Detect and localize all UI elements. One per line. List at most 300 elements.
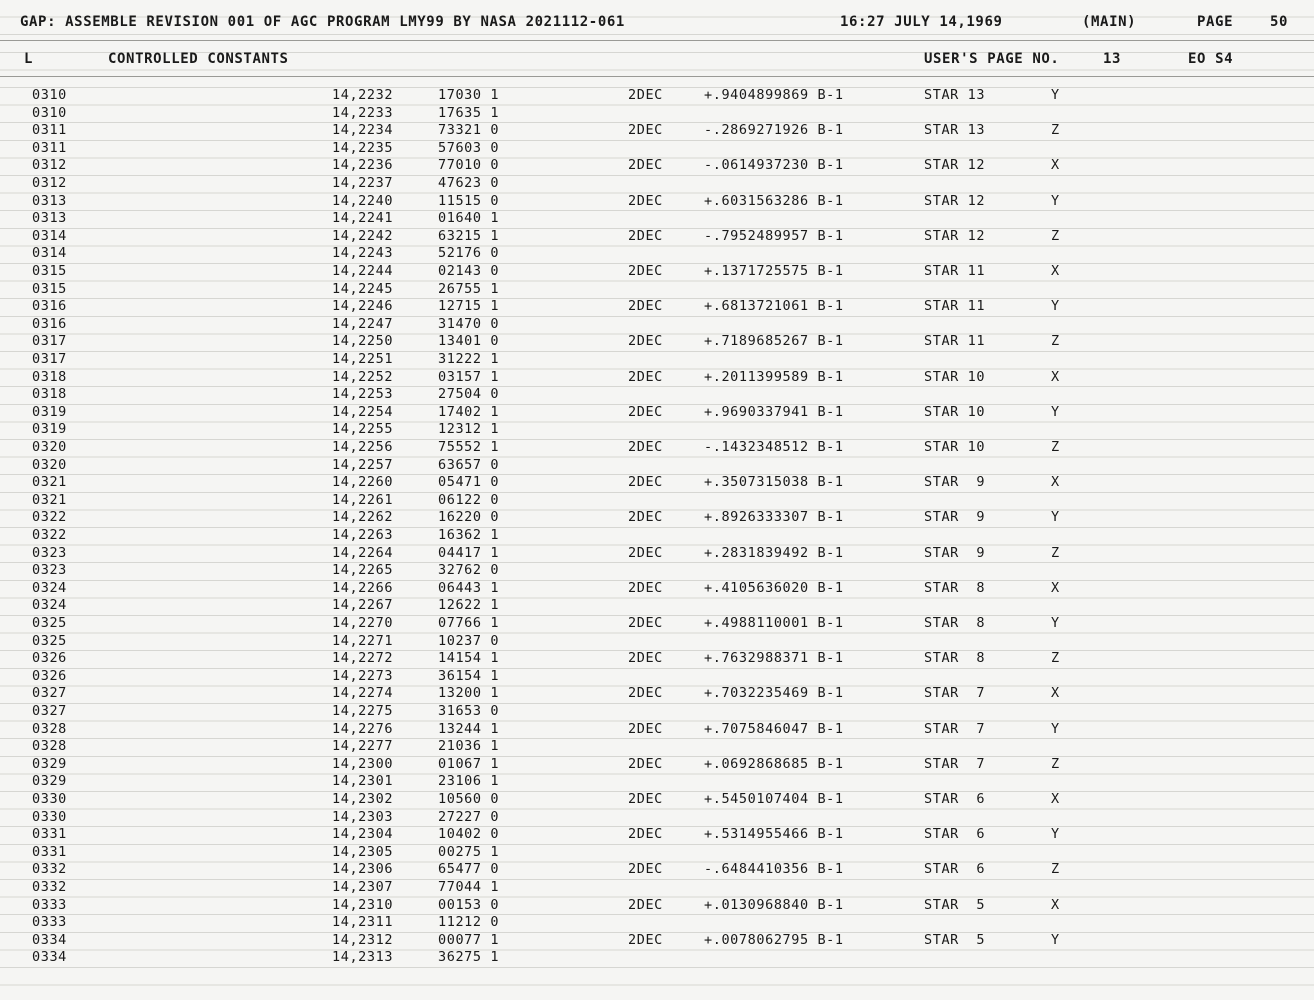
address: 14,2234 (332, 122, 394, 139)
address: 14,2243 (332, 245, 394, 262)
page-label: PAGE (1197, 14, 1234, 30)
address: 14,2247 (332, 315, 394, 332)
listing-row (0, 844, 1314, 862)
octal-word: 65477 0 (438, 861, 500, 878)
address: 14,2253 (332, 386, 394, 403)
address: 14,2312 (332, 931, 394, 948)
opcode: 2DEC (628, 298, 663, 315)
listing-line-number: 0328 (32, 738, 67, 755)
address: 14,2304 (332, 826, 394, 843)
address: 14,2275 (332, 703, 394, 719)
octal-word: 13200 1 (438, 685, 500, 702)
listing-line-number: 0334 (32, 949, 67, 966)
constant-value: +.0692868685 B-1 (704, 755, 844, 772)
listing-line-number: 0331 (32, 826, 67, 843)
constant-value: +.7189685267 B-1 (704, 333, 844, 350)
star-name: STAR 6 (924, 791, 986, 807)
listing-line-number: 0313 (32, 210, 67, 227)
axis-label: Y (1051, 931, 1060, 948)
address: 14,2272 (332, 650, 394, 667)
star-name: STAR 13 (924, 122, 986, 139)
listing-line-number: 0314 (32, 227, 67, 244)
address: 14,2264 (332, 544, 394, 561)
listing-line-number: 0323 (32, 544, 67, 561)
opcode: 2DEC (628, 157, 663, 174)
address: 14,2260 (332, 474, 394, 491)
listing-row (0, 914, 1314, 932)
address: 14,2251 (332, 351, 394, 367)
octal-word: 77044 1 (438, 879, 500, 895)
octal-word: 13401 0 (438, 333, 500, 350)
address: 14,2245 (332, 280, 394, 297)
listing-row (0, 527, 1314, 545)
octal-word: 21036 1 (438, 738, 500, 755)
axis-label: X (1051, 368, 1060, 385)
address: 14,2273 (332, 667, 394, 684)
constant-value: +.5450107404 B-1 (704, 791, 844, 807)
axis-label: X (1051, 791, 1060, 807)
octal-word: 00275 1 (438, 843, 500, 860)
octal-word: 06443 1 (438, 579, 500, 596)
address: 14,2270 (332, 615, 394, 631)
address: 14,2236 (332, 157, 394, 174)
address: 14,2303 (332, 808, 394, 825)
opcode: 2DEC (628, 509, 663, 526)
assembly-header: GAP: ASSEMBLE REVISION 001 OF AGC PROGRAM LMY99 BY NASA 2021112-061 (20, 14, 625, 30)
listing-row (0, 351, 1314, 369)
star-name: STAR 11 (924, 263, 986, 279)
address: 14,2305 (332, 843, 394, 860)
octal-word: 32762 0 (438, 562, 500, 579)
listing-line-number: 0312 (32, 175, 67, 191)
star-name: STAR 9 (924, 509, 986, 526)
listing-line-number: 0320 (32, 439, 67, 455)
address: 14,2311 (332, 914, 394, 931)
opcode: 2DEC (628, 333, 663, 350)
listing-row (0, 369, 1314, 387)
axis-label: Z (1051, 333, 1060, 350)
listing-line-number: 0321 (32, 474, 67, 491)
listing-row (0, 316, 1314, 334)
section-title: CONTROLLED CONSTANTS (108, 51, 289, 67)
constant-value: +.4988110001 B-1 (704, 615, 844, 631)
listing-line-number: 0332 (32, 879, 67, 895)
listing-row (0, 773, 1314, 791)
listing-row (0, 298, 1314, 316)
octal-word: 12312 1 (438, 421, 500, 438)
listing-line-number: 0321 (32, 491, 67, 508)
address: 14,2233 (332, 104, 394, 121)
listing-row (0, 932, 1314, 950)
axis-label: X (1051, 263, 1060, 279)
listing-line-number: 0327 (32, 685, 67, 702)
listing-row (0, 615, 1314, 633)
octal-word: 06122 0 (438, 491, 500, 508)
octal-word: 27504 0 (438, 386, 500, 403)
listing-row (0, 721, 1314, 739)
listing-line-number: 0327 (32, 703, 67, 719)
listing-line-number: 0310 (32, 87, 67, 103)
constant-value: +.6813721061 B-1 (704, 298, 844, 315)
octal-word: 10402 0 (438, 826, 500, 843)
star-name: STAR 13 (924, 87, 986, 103)
star-name: STAR 5 (924, 931, 986, 948)
address: 14,2271 (332, 632, 394, 649)
axis-label: Y (1051, 192, 1060, 209)
listing-row (0, 140, 1314, 158)
opcode: 2DEC (628, 720, 663, 737)
listing-line-number: 0325 (32, 615, 67, 631)
listing-row (0, 404, 1314, 422)
listing-row (0, 545, 1314, 563)
listing-line-number: 0317 (32, 351, 67, 367)
constant-value: -.0614937230 B-1 (704, 157, 844, 174)
axis-label: Y (1051, 720, 1060, 737)
listing-line-number: 0318 (32, 368, 67, 385)
address: 14,2232 (332, 87, 394, 103)
listing-line-number: 0313 (32, 192, 67, 209)
address: 14,2257 (332, 456, 394, 473)
opcode: 2DEC (628, 931, 663, 948)
star-name: STAR 9 (924, 474, 986, 491)
octal-word: 10560 0 (438, 791, 500, 807)
octal-word: 73321 0 (438, 122, 500, 139)
listing-line-number: 0328 (32, 720, 67, 737)
address: 14,2276 (332, 720, 394, 737)
listing-row (0, 492, 1314, 510)
octal-word: 77010 0 (438, 157, 500, 174)
constant-value: +.2011399589 B-1 (704, 368, 844, 385)
constant-value: +.4105636020 B-1 (704, 579, 844, 596)
listing-line-number: 0325 (32, 632, 67, 649)
listing-line-number: 0333 (32, 896, 67, 913)
listing-line-number: 0322 (32, 509, 67, 526)
star-name: STAR 10 (924, 403, 986, 420)
address: 14,2265 (332, 562, 394, 579)
axis-label: Z (1051, 755, 1060, 772)
address: 14,2254 (332, 403, 394, 420)
listing-row (0, 105, 1314, 123)
header-rule (0, 40, 1314, 41)
address: 14,2313 (332, 949, 394, 966)
octal-word: 17402 1 (438, 403, 500, 420)
octal-word: 00153 0 (438, 896, 500, 913)
axis-label: Y (1051, 615, 1060, 631)
star-name: STAR 11 (924, 333, 986, 350)
constant-value: +.9690337941 B-1 (704, 403, 844, 420)
listing-line-number: 0318 (32, 386, 67, 403)
octal-word: 03157 1 (438, 368, 500, 385)
axis-label: X (1051, 474, 1060, 491)
opcode: 2DEC (628, 685, 663, 702)
octal-word: 52176 0 (438, 245, 500, 262)
star-name: STAR 12 (924, 192, 986, 209)
page-number: 50 (1270, 14, 1289, 30)
axis-label: Y (1051, 87, 1060, 103)
listing-row (0, 386, 1314, 404)
listing-row (0, 457, 1314, 475)
address: 14,2241 (332, 210, 394, 227)
subheader-rule (0, 76, 1314, 77)
address: 14,2250 (332, 333, 394, 350)
constant-value: +.6031563286 B-1 (704, 192, 844, 209)
listing-row (0, 175, 1314, 193)
listing-row (0, 685, 1314, 703)
listing-line-number: 0317 (32, 333, 67, 350)
octal-word: 00077 1 (438, 931, 500, 948)
star-name: STAR 9 (924, 544, 986, 561)
listing-line-number: 0312 (32, 157, 67, 174)
axis-label: X (1051, 896, 1060, 913)
opcode: 2DEC (628, 650, 663, 667)
listing-row (0, 263, 1314, 281)
listing-row (0, 633, 1314, 651)
listing-line-number: 0332 (32, 861, 67, 878)
octal-word: 12715 1 (438, 298, 500, 315)
listing-line-number: 0330 (32, 808, 67, 825)
octal-word: 04417 1 (438, 544, 500, 561)
listing-row (0, 509, 1314, 527)
listing-line-number: 0310 (32, 104, 67, 121)
constant-value: +.7075846047 B-1 (704, 720, 844, 737)
listing-line-number: 0314 (32, 245, 67, 262)
axis-label: Z (1051, 650, 1060, 667)
listing-line-number: 0326 (32, 667, 67, 684)
constant-value: +.0078062795 B-1 (704, 931, 844, 948)
star-name: STAR 7 (924, 685, 986, 702)
listing-line-number: 0329 (32, 773, 67, 790)
listing-line-number: 0324 (32, 597, 67, 614)
address: 14,2255 (332, 421, 394, 438)
opcode: 2DEC (628, 87, 663, 103)
opcode: 2DEC (628, 263, 663, 279)
octal-word: 47623 0 (438, 175, 500, 191)
listing-row (0, 650, 1314, 668)
opcode: 2DEC (628, 579, 663, 596)
users-page-number: 13 (1103, 51, 1122, 67)
address: 14,2274 (332, 685, 394, 702)
listing-row (0, 861, 1314, 879)
star-name: STAR 5 (924, 896, 986, 913)
opcode: 2DEC (628, 403, 663, 420)
listing-row (0, 281, 1314, 299)
axis-label: Z (1051, 122, 1060, 139)
constant-value: +.2831839492 B-1 (704, 544, 844, 561)
octal-word: 13244 1 (438, 720, 500, 737)
listing-row (0, 791, 1314, 809)
octal-word: 75552 1 (438, 439, 500, 455)
star-name: STAR 8 (924, 650, 986, 667)
octal-word: 31470 0 (438, 315, 500, 332)
octal-word: 31222 1 (438, 351, 500, 367)
address: 14,2310 (332, 896, 394, 913)
address: 14,2246 (332, 298, 394, 315)
octal-word: 63657 0 (438, 456, 500, 473)
listing-line-number: 0323 (32, 562, 67, 579)
constant-value: +.1371725575 B-1 (704, 263, 844, 279)
axis-label: X (1051, 157, 1060, 174)
listing-row (0, 809, 1314, 827)
listing-line-number: 0326 (32, 650, 67, 667)
listing-line-number: 0322 (32, 527, 67, 543)
sub-letter: L (24, 51, 34, 67)
opcode: 2DEC (628, 192, 663, 209)
listing-row (0, 879, 1314, 897)
octal-word: 36154 1 (438, 667, 500, 684)
octal-word: 01067 1 (438, 755, 500, 772)
opcode: 2DEC (628, 791, 663, 807)
address: 14,2252 (332, 368, 394, 385)
star-name: STAR 7 (924, 755, 986, 772)
address: 14,2307 (332, 879, 394, 895)
constant-value: -.7952489957 B-1 (704, 227, 844, 244)
address: 14,2301 (332, 773, 394, 790)
address: 14,2261 (332, 491, 394, 508)
section-label: (MAIN) (1082, 14, 1137, 30)
listing-line-number: 0324 (32, 579, 67, 596)
star-name: STAR 8 (924, 615, 986, 631)
listing-row (0, 897, 1314, 915)
axis-label: X (1051, 685, 1060, 702)
listing-row (0, 333, 1314, 351)
octal-word: 02143 0 (438, 263, 500, 279)
listing-line-number: 0311 (32, 139, 67, 156)
octal-word: 07766 1 (438, 615, 500, 631)
star-name: STAR 12 (924, 157, 986, 174)
listing-row (0, 826, 1314, 844)
users-page-label: USER'S PAGE NO. (924, 51, 1060, 67)
axis-label: Y (1051, 298, 1060, 315)
listing-line-number: 0316 (32, 298, 67, 315)
opcode: 2DEC (628, 861, 663, 878)
address: 14,2306 (332, 861, 394, 878)
listing-row (0, 474, 1314, 492)
listing-row (0, 421, 1314, 439)
listing-line-number: 0311 (32, 122, 67, 139)
constant-value: +.9404899869 B-1 (704, 87, 844, 103)
octal-word: 10237 0 (438, 632, 500, 649)
octal-word: 14154 1 (438, 650, 500, 667)
listing-line-number: 0329 (32, 755, 67, 772)
opcode: 2DEC (628, 368, 663, 385)
opcode: 2DEC (628, 474, 663, 491)
listing-line-number: 0333 (32, 914, 67, 931)
octal-word: 23106 1 (438, 773, 500, 790)
constant-value: +.7632988371 B-1 (704, 650, 844, 667)
eo-label: EO S4 (1188, 51, 1234, 67)
axis-label: Y (1051, 509, 1060, 526)
address: 14,2267 (332, 597, 394, 614)
listing-line-number: 0315 (32, 263, 67, 279)
listing-row (0, 949, 1314, 967)
constant-value: +.7032235469 B-1 (704, 685, 844, 702)
star-name: STAR 6 (924, 861, 986, 878)
octal-word: 26755 1 (438, 280, 500, 297)
address: 14,2262 (332, 509, 394, 526)
axis-label: Z (1051, 227, 1060, 244)
star-name: STAR 6 (924, 826, 986, 843)
listing-line-number: 0334 (32, 931, 67, 948)
constant-value: +.3507315038 B-1 (704, 474, 844, 491)
address: 14,2302 (332, 791, 394, 807)
octal-word: 01640 1 (438, 210, 500, 227)
address: 14,2300 (332, 755, 394, 772)
listing-row (0, 439, 1314, 457)
opcode: 2DEC (628, 544, 663, 561)
address: 14,2240 (332, 192, 394, 209)
opcode: 2DEC (628, 826, 663, 843)
listing-row (0, 756, 1314, 774)
constant-value: +.0130968840 B-1 (704, 896, 844, 913)
opcode: 2DEC (628, 896, 663, 913)
opcode: 2DEC (628, 122, 663, 139)
listing-row (0, 210, 1314, 228)
listing-line-number: 0319 (32, 403, 67, 420)
constant-value: +.8926333307 B-1 (704, 509, 844, 526)
octal-word: 63215 1 (438, 227, 500, 244)
octal-word: 11212 0 (438, 914, 500, 931)
listing-row (0, 562, 1314, 580)
listing-row (0, 193, 1314, 211)
octal-word: 31653 0 (438, 703, 500, 719)
axis-label: Z (1051, 861, 1060, 878)
star-name: STAR 10 (924, 439, 986, 455)
address: 14,2263 (332, 527, 394, 543)
listing-row (0, 580, 1314, 598)
listing-row (0, 122, 1314, 140)
octal-word: 36275 1 (438, 949, 500, 966)
address: 14,2237 (332, 175, 394, 191)
listing-line-number: 0320 (32, 456, 67, 473)
listing-row (0, 87, 1314, 105)
axis-label: Z (1051, 439, 1060, 455)
opcode: 2DEC (628, 227, 663, 244)
address: 14,2244 (332, 263, 394, 279)
octal-word: 57603 0 (438, 139, 500, 156)
octal-word: 17635 1 (438, 104, 500, 121)
octal-word: 11515 0 (438, 192, 500, 209)
listing-row (0, 245, 1314, 263)
address: 14,2266 (332, 579, 394, 596)
axis-label: Z (1051, 544, 1060, 561)
address: 14,2256 (332, 439, 394, 455)
octal-word: 16220 0 (438, 509, 500, 526)
constant-value: +.5314955466 B-1 (704, 826, 844, 843)
star-name: STAR 12 (924, 227, 986, 244)
constant-value: -.6484410356 B-1 (704, 861, 844, 878)
address: 14,2235 (332, 139, 394, 156)
octal-word: 05471 0 (438, 474, 500, 491)
octal-word: 17030 1 (438, 87, 500, 103)
listing-row (0, 738, 1314, 756)
opcode: 2DEC (628, 615, 663, 631)
listing-row (0, 228, 1314, 246)
opcode: 2DEC (628, 439, 663, 455)
listing-row (0, 157, 1314, 175)
listing-row (0, 668, 1314, 686)
listing-line-number: 0331 (32, 843, 67, 860)
octal-word: 16362 1 (438, 527, 500, 543)
axis-label: Y (1051, 826, 1060, 843)
constant-value: -.1432348512 B-1 (704, 439, 844, 455)
octal-word: 27227 0 (438, 808, 500, 825)
star-name: STAR 10 (924, 368, 986, 385)
address: 14,2277 (332, 738, 394, 755)
axis-label: Y (1051, 403, 1060, 420)
star-name: STAR 8 (924, 579, 986, 596)
star-name: STAR 7 (924, 720, 986, 737)
opcode: 2DEC (628, 755, 663, 772)
